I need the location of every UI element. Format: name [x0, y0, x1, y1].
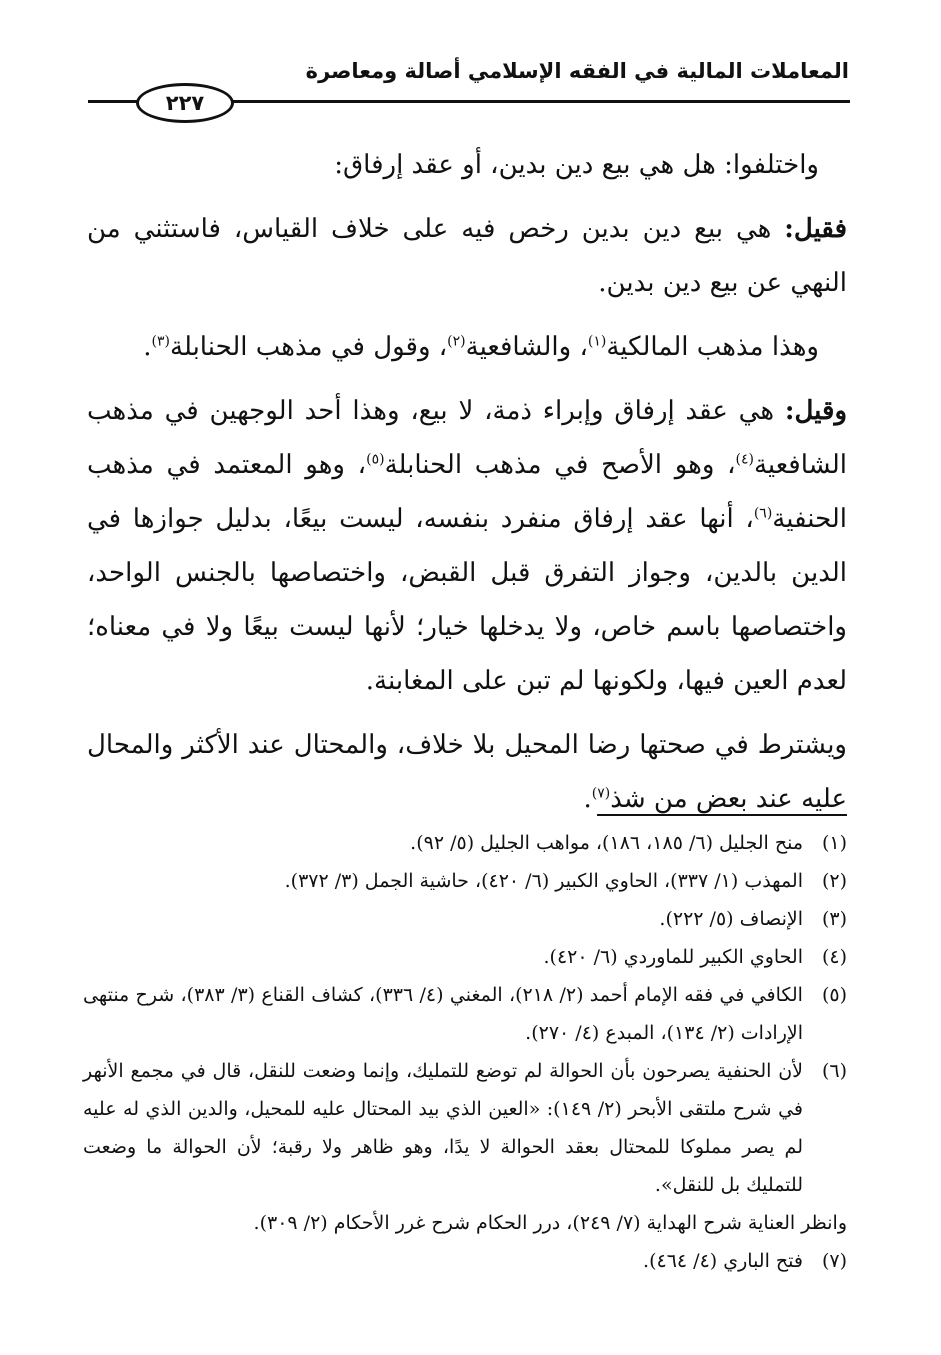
paragraph-3-text-c: ، وقول في مذهب الحنابلة [170, 332, 448, 362]
main-text [87, 138, 847, 836]
footnote-number: (٣) [821, 908, 847, 930]
paragraph-1 [87, 138, 847, 192]
paragraph-1-text: واختلفوا: هل هي بيع دين بدين، أو عقد إرفاق: [334, 150, 819, 180]
paragraph-3-text-d: . [143, 332, 152, 362]
paragraph-3-text-a: وهذا مذهب المالكية [606, 332, 819, 362]
footnote-4 [83, 938, 847, 976]
footnote-marker-5[interactable]: (٥) [366, 451, 385, 468]
footnote-marker-6[interactable]: (٦) [753, 505, 773, 522]
footnote-text: منح الجليل (٦/ ١٨٥، ١٨٦)، مواهب الجليل (٥/ ٩٢). [410, 832, 803, 854]
paragraph-4-text-c: ، وهو المعتمد في مذهب الحنفية [87, 450, 847, 534]
footnote-1 [83, 824, 847, 862]
footnote-number: (٧) [821, 1250, 847, 1272]
footnote-text: لأن الحنفية يصرحون بأن الحوالة لم توضع للتمليك، وإنما وضعت للنقل، قال في مجمع الأنهر في شرح ملتقى الأبحر (٢/ ١٤٩): «العين الذي بيد المحتال عليه للمحيل، والدين الذي له عليه لم يصر مملوكا للمحتال بعقد الحوالة لا يدًا، وهو ظاهر ولا رقبة؛ لأن الحوالة ما وضعت للتمليك بل للنقل». [83, 1060, 803, 1196]
footnote-3 [83, 900, 847, 938]
footnote-5 [83, 976, 847, 1052]
footnote-number: (٦) [821, 1060, 847, 1082]
footnote-separator [597, 814, 847, 816]
paragraph-4-text-b: ، وهو الأصح في مذهب الحنابلة [384, 450, 736, 480]
paragraph-4 [87, 384, 847, 708]
paragraph-2-lead: فقيل: [784, 214, 847, 244]
footnote-2 [83, 862, 847, 900]
footnote-marker-3[interactable]: (٣) [151, 333, 171, 350]
footnote-marker-1[interactable]: (١) [587, 333, 607, 350]
running-header-title: المعاملات المالية في الفقه الإسلامي أصالة ومعاصرة [305, 59, 849, 83]
footnote-number: (٤) [821, 946, 847, 968]
paragraph-5-text-b: . [583, 784, 592, 814]
footnote-marker-7[interactable]: (٧) [591, 785, 611, 802]
footnote-marker-4[interactable]: (٤) [735, 451, 754, 468]
footnote-text: وانظر العناية شرح الهداية (٧/ ٢٤٩)، درر الحكام شرح غرر الأحكام (٢/ ٣٠٩). [253, 1212, 847, 1234]
footnote-number: (٥) [821, 984, 847, 1006]
paragraph-4-lead: وقيل: [784, 396, 847, 426]
paragraph-2-text: هي بيع دين بدين رخص فيه على خلاف القياس، فاستثني من النهي عن بيع دين بدين. [87, 214, 847, 298]
footnote-text: المهذب (١/ ٣٣٧)، الحاوي الكبير (٦/ ٤٢٠)، حاشية الجمل (٣/ ٣٧٢). [284, 870, 803, 892]
footnote-number: (١) [821, 832, 847, 854]
footnote-text: الحاوي الكبير للماوردي (٦/ ٤٢٠). [543, 946, 803, 968]
page-number-badge: ٢٢٧ [136, 83, 234, 123]
footnote-text: الكافي في فقه الإمام أحمد (٢/ ٢١٨)، المغني (٤/ ٣٣٦)، كشاف القناع (٣/ ٣٨٣)، شرح منتهى الإرادات (٢/ ١٣٤)، المبدع (٤/ ٢٧٠). [83, 984, 803, 1044]
paragraph-4-text-d: ، أنها عقد إرفاق منفرد بنفسه، ليست بيعًا، بدليل جوازها في الدين بالدين، وجواز التفرق قبل القبض، واختصاصها بالجنس الواحد، واختصاصها باسم خاص، ولا يدخلها خيار؛ لأنها ليست بيعًا ولا في معناه؛ لعدم العين فيها، ولكونها لم تبن على المغابنة. [87, 504, 847, 696]
footnote-text: فتح الباري (٤/ ٤٦٤). [643, 1250, 803, 1272]
footnote-6-continuation [83, 1204, 847, 1242]
paragraph-5-text-a: ويشترط في صحتها رضا المحيل بلا خلاف، والمحتال عند الأكثر والمحال عليه عند بعض من شذ [87, 730, 847, 814]
footnote-text: الإنصاف (٥/ ٢٢٢). [659, 908, 803, 930]
paragraph-4-text-a: هي عقد إرفاق وإبراء ذمة، لا بيع، وهذا أحد الوجهين في مذهب الشافعية [87, 396, 847, 480]
footnotes [83, 824, 847, 1280]
paragraph-5 [87, 718, 847, 826]
footnote-6 [83, 1052, 847, 1204]
paragraph-3 [87, 320, 847, 374]
paragraph-2 [87, 202, 847, 310]
footnote-number: (٢) [821, 870, 847, 892]
footnote-7 [83, 1242, 847, 1280]
footnote-marker-2[interactable]: (٢) [447, 333, 466, 350]
paragraph-3-text-b: ، والشافعية [465, 332, 588, 362]
